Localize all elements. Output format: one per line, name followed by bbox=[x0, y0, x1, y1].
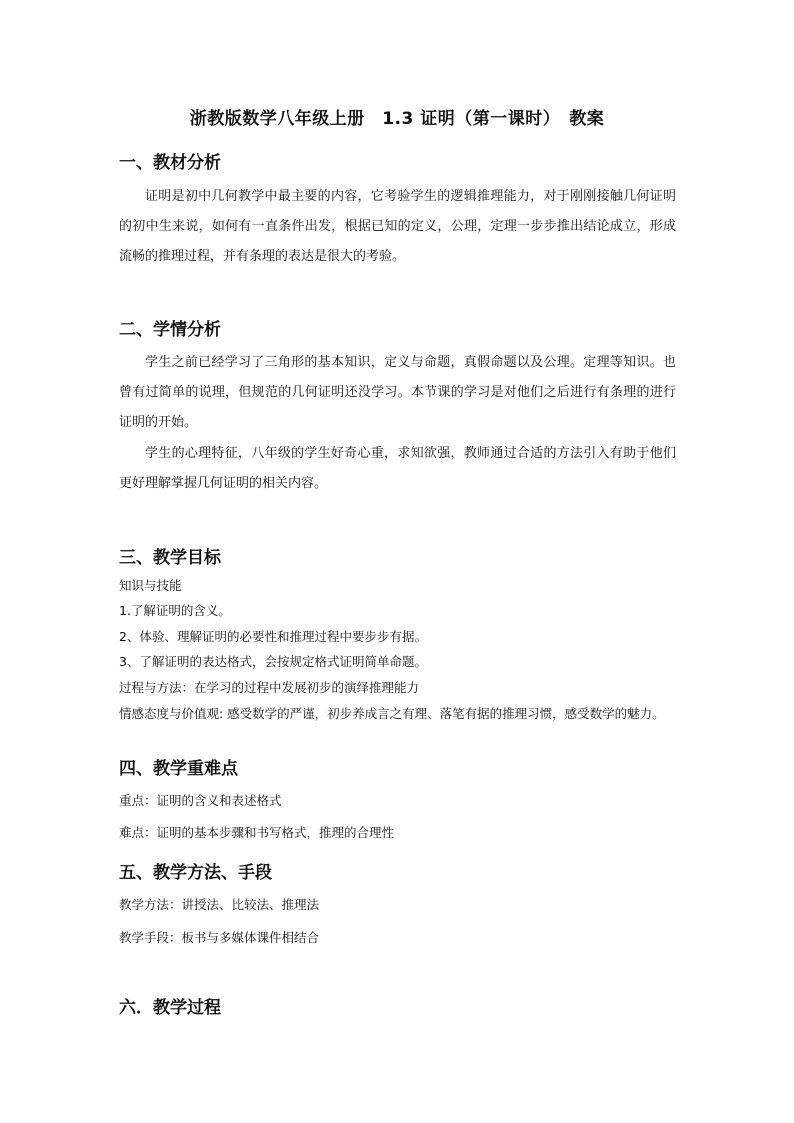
heading-textbook-analysis: 一、教材分析 bbox=[119, 153, 221, 173]
heading-student-analysis: 二、学情分析 bbox=[119, 320, 221, 340]
heading-teaching-process: 六．教学过程 bbox=[119, 998, 221, 1018]
goal-item-2: 2、体验、理解证明的必要性和推理过程中要步步有据。 bbox=[119, 629, 427, 644]
teaching-method-text: 教学方法：讲授法、比较法、推理法 bbox=[119, 897, 320, 912]
textbook-analysis-text: 证明是初中几何教学中最主要的内容，它考验学生的逻辑推理能力，对于刚刚接触几何证明的初中生来说，如何有一直条件出发，根据已知的定义，公理，定理一步步推出结论成立，形成流畅的推理过程，并有条理的表达是很大的考验。 bbox=[119, 189, 676, 264]
document-title: 浙教版数学八年级上册 1.3 证明（第一课时） 教案 bbox=[189, 109, 605, 129]
heading-key-difficult-points: 四、教学重难点 bbox=[119, 759, 238, 779]
student-analysis-para-2: 学生的心理特征，八年级的学生好奇心重，求知欲强，教师通过合适的方法引入有助于他们更好理解掌握几何证明的相关内容。 bbox=[119, 446, 676, 491]
goal-process-method: 过程与方法：在学习的过程中发展初步的演绎推理能力 bbox=[119, 680, 420, 695]
key-point-text: 重点：证明的含义和表述格式 bbox=[119, 793, 282, 808]
goals-knowledge-skills-label: 知识与技能 bbox=[119, 578, 182, 593]
goal-item-1: 1.了解证明的含义。 bbox=[119, 603, 231, 618]
difficult-point-text: 难点：证明的基本步骤和书写格式，推理的合理性 bbox=[119, 825, 395, 840]
goal-item-3: 3、了解证明的表达格式，会按规定格式证明简单命题。 bbox=[119, 654, 427, 669]
goal-emotion-values: 情感态度与价值观: 感受数学的严谨，初步养成言之有理、落笔有据的推理习惯，感受数学的魅力。 bbox=[119, 706, 665, 721]
heading-teaching-goals: 三、教学目标 bbox=[119, 548, 221, 568]
teaching-means-text: 教学手段：板书与多媒体课件相结合 bbox=[119, 930, 320, 945]
student-analysis-para-1: 学生之前已经学习了三角形的基本知识，定义与命题，真假命题以及公理。定理等知识。也曾有过简单的说理，但规范的几何证明还没学习。本节课的学习是对他们之后进行有条理的进行证明的开始。 bbox=[119, 355, 676, 430]
heading-teaching-methods: 五、教学方法、手段 bbox=[119, 863, 272, 883]
